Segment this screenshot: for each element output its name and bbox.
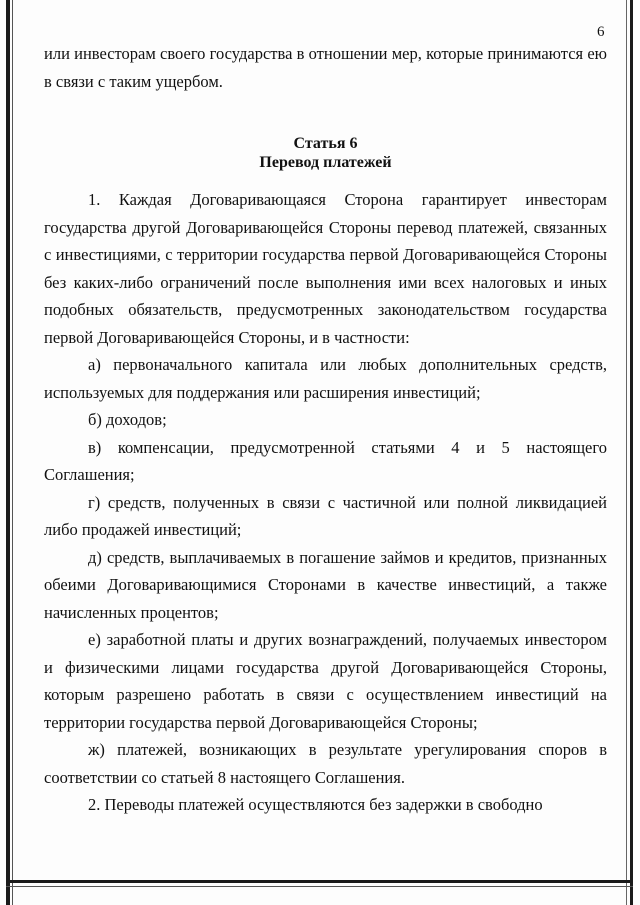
paragraph-item-d: д) средств, выплачиваемых в погашение займов и кредитов, признанных обеими Договаривающимися Сторонами в качестве инвестиций, а также начисленных процентов;	[44, 547, 607, 622]
scan-border-left-inner	[12, 0, 13, 905]
paragraph-item-a: а) первоначального капитала или любых дополнительных средств, используемых для поддержания или расширения инвестиций;	[44, 355, 607, 402]
article-number: Статья 6	[293, 135, 358, 152]
page-number: 6	[597, 24, 605, 40]
continuation-paragraph: или инвесторам своего государства в отношении мер, которые принимаются ею в связи с таким ущербом.	[44, 44, 607, 91]
paragraph-item-v: в) компенсации, предусмотренной статьями 4 и 5 настоящего Соглашения;	[44, 437, 607, 484]
paragraph-2: 2. Переводы платежей осуществляются без задержки в свободно	[88, 795, 543, 814]
scan-border-right-inner	[626, 0, 627, 905]
paragraph-item-g: г) средств, полученных в связи с частичной или полной ликвидацией либо продажей инвестиций;	[44, 492, 607, 539]
scan-border-bottom	[6, 880, 633, 883]
paragraph-item-e: е) заработной платы и других вознаграждений, получаемых инвестором и физическими лицами государства другой Договаривающейся Стороны, которым разрешено работать в связи с осуществлением инвестиций на территории государства первой Договаривающейся Стороны;	[44, 630, 607, 732]
continuation-text	[44, 40, 607, 95]
article-body	[44, 186, 607, 819]
paragraph-item-zh: ж) платежей, возникающих в результате урегулирования споров в соответствии со статьей 8 настоящего Соглашения.	[44, 740, 607, 787]
scan-border-left	[6, 0, 10, 905]
paragraph-1: 1. Каждая Договаривающаяся Сторона гарантирует инвесторам государства другой Договаривающейся Стороны перевод платежей, связанных с инвестициями, с территории государства первой Договаривающейся Стороны без каких-либо ограничений после выполнения ими всех налоговых и иных подобных обязательств, предусмотренных законодательством государства первой Договаривающейся Стороны, и в частности:	[44, 190, 607, 347]
article-title: Перевод платежей	[259, 154, 392, 171]
paragraph-item-b: б) доходов;	[88, 410, 167, 429]
scan-border-right	[630, 0, 633, 905]
scan-border-bottom-inner	[6, 886, 633, 887]
